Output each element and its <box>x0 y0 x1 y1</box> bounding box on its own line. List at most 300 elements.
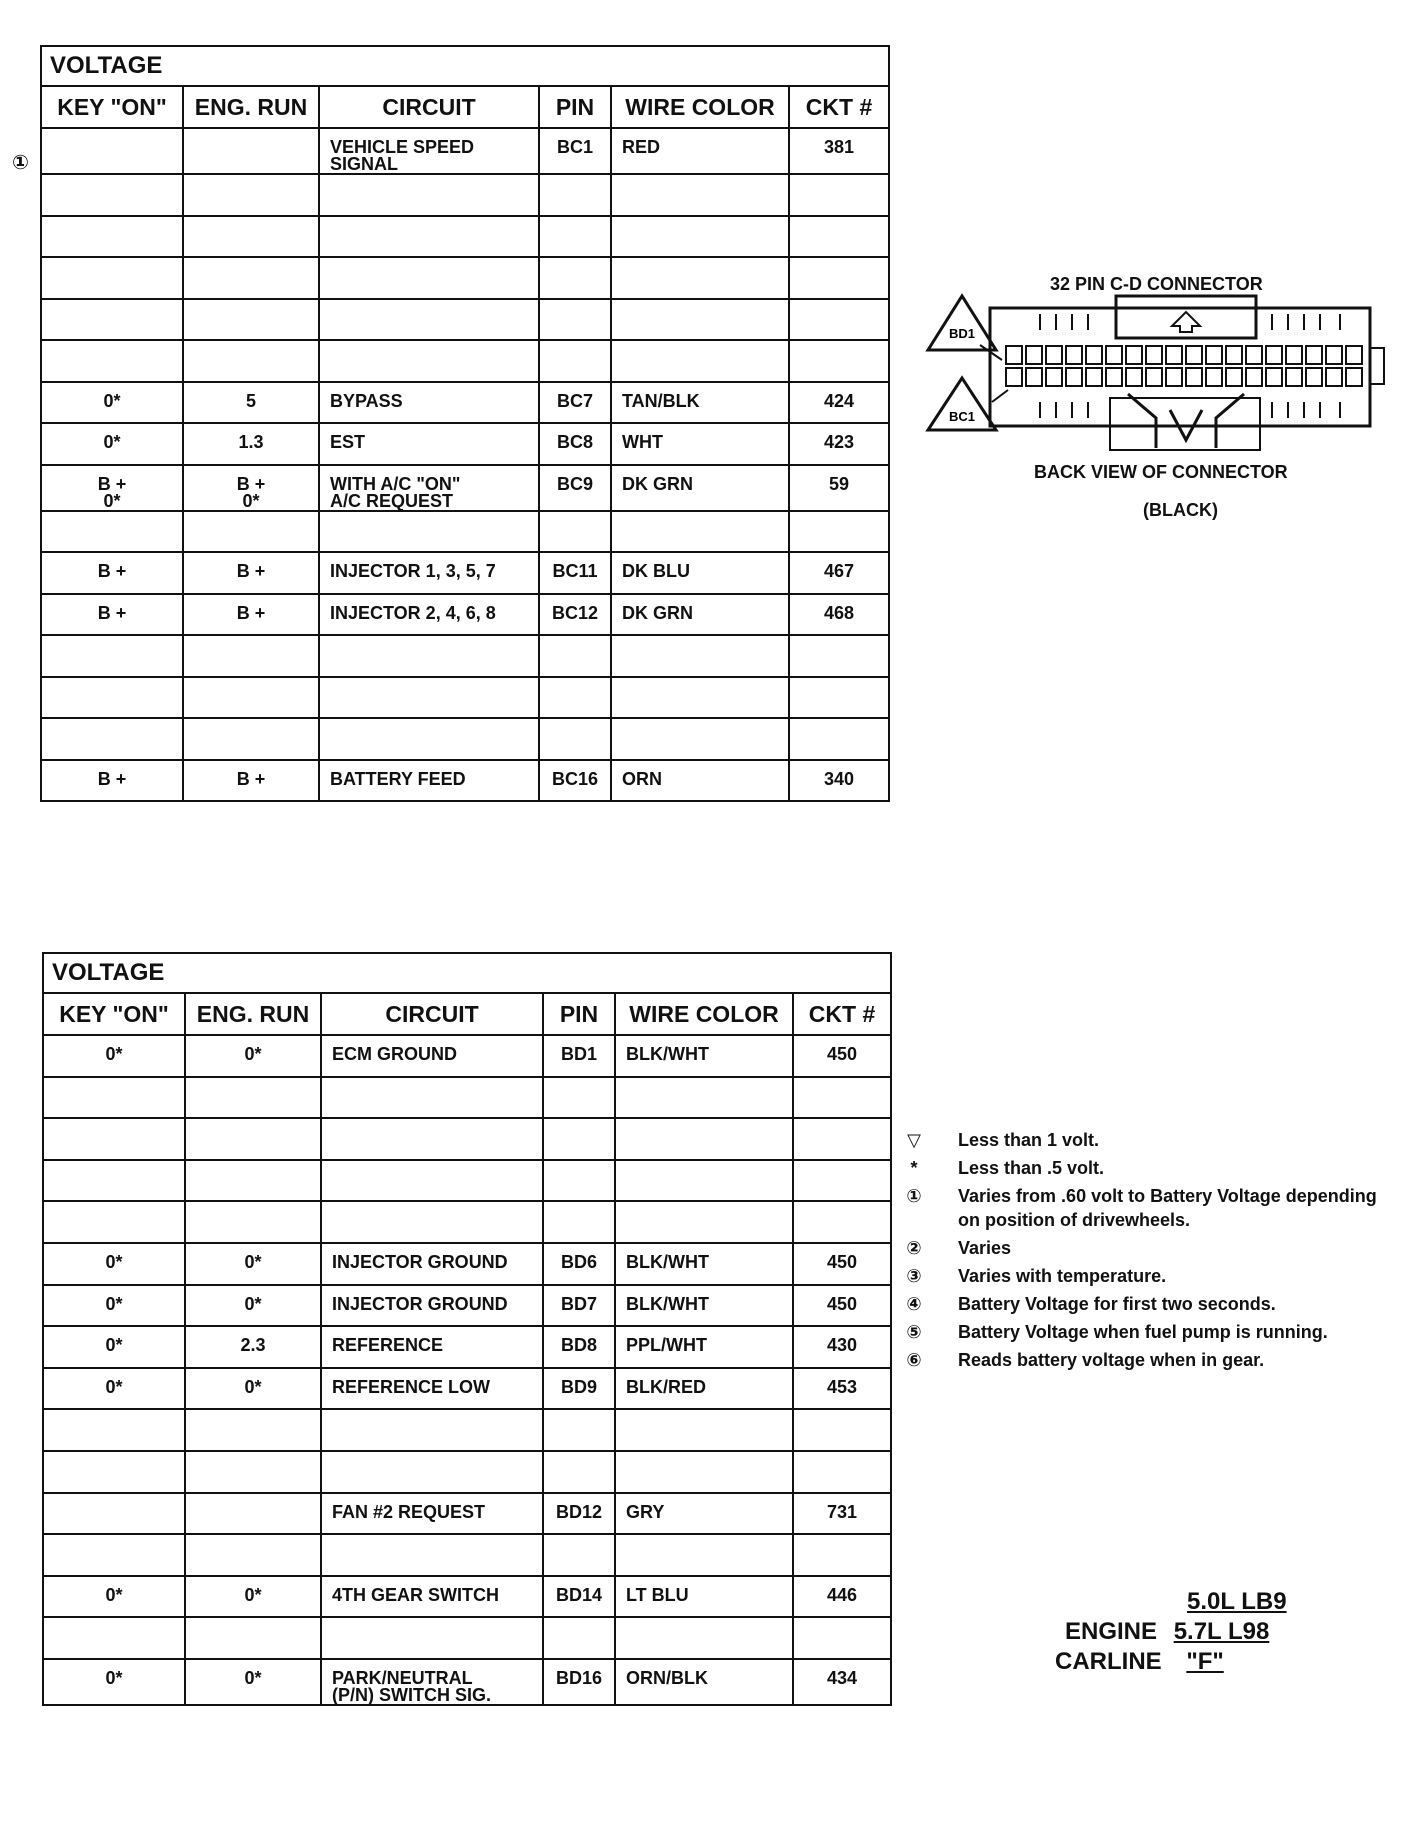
pin-cavity <box>1106 346 1122 364</box>
wire-color-cell: DK GRN <box>611 594 789 636</box>
col-pin: PIN <box>543 993 615 1035</box>
wire-color-cell: BLK/WHT <box>615 1285 793 1327</box>
pin-cavity <box>1146 346 1162 364</box>
table-row <box>41 718 889 760</box>
key-on-cell: B + 0* <box>41 465 183 511</box>
table-row <box>43 1243 891 1285</box>
wire-color-cell: DK GRN <box>611 465 789 511</box>
eng-run-cell: B + <box>183 760 319 802</box>
table-header-row <box>41 86 889 128</box>
pin-cavity <box>1266 346 1282 364</box>
legend-symbol: * <box>910 1158 918 1178</box>
eng-run-cell <box>183 718 319 760</box>
connector-caption: BACK VIEW OF CONNECTOR <box>1034 462 1288 482</box>
ckt-number-cell: 59 <box>789 465 889 511</box>
key-on-cell <box>41 718 183 760</box>
circuit-cell <box>321 1077 543 1119</box>
circuit-cell <box>321 1243 543 1285</box>
wire-color-cell <box>615 1201 793 1243</box>
col-wire-color: WIRE COLOR <box>615 993 793 1035</box>
pin-cell: BC8 <box>539 423 611 465</box>
engine-value-1: 5.0L LB9 <box>1187 1588 1287 1615</box>
table-row <box>43 1534 891 1576</box>
col-key-on: KEY "ON" <box>43 993 185 1035</box>
key-on-cell <box>43 1077 185 1119</box>
pin-cell <box>543 1409 615 1451</box>
pin-cavity <box>1146 368 1162 386</box>
pin-cavity <box>1346 368 1362 386</box>
pin-cavity <box>1326 346 1342 364</box>
ckt-number-cell <box>789 511 889 553</box>
wire-color-cell <box>611 299 789 341</box>
ckt-number-cell: 423 <box>789 423 889 465</box>
wire-color-cell: PPL/WHT <box>615 1326 793 1368</box>
pin-cell: BD14 <box>543 1576 615 1618</box>
table-row <box>43 1326 891 1368</box>
pin-cavity <box>1126 368 1142 386</box>
circuit-cell <box>319 511 539 553</box>
eng-run-cell: 0* <box>185 1243 321 1285</box>
wire-color-cell <box>611 718 789 760</box>
table-row <box>41 465 889 511</box>
pin-cell <box>543 1077 615 1119</box>
key-on-cell <box>41 511 183 553</box>
wire-color-cell: BLK/RED <box>615 1368 793 1410</box>
legend-item <box>900 1348 1380 1372</box>
key-on-cell: 0* <box>43 1326 185 1368</box>
col-pin: PIN <box>539 86 611 128</box>
table-row <box>41 594 889 636</box>
eng-run-cell: B + <box>183 594 319 636</box>
ckt-number-cell <box>789 216 889 258</box>
circuit-cell <box>319 216 539 258</box>
col-eng-run: ENG. RUN <box>183 86 319 128</box>
voltage-table-bc <box>40 45 890 802</box>
pin-cavity <box>1166 346 1182 364</box>
pin-cell <box>543 1617 615 1659</box>
ckt-number-cell: 381 <box>789 128 889 174</box>
wire-color-cell <box>615 1451 793 1493</box>
legend-text: Less than .5 volt. <box>958 1158 1105 1178</box>
pin-cell <box>539 511 611 553</box>
pin-cell: BD1 <box>543 1035 615 1077</box>
eng-run-cell <box>183 128 319 174</box>
pin-cell: BC11 <box>539 552 611 594</box>
pin-cavity <box>1106 368 1122 386</box>
pin-cavity <box>1306 346 1322 364</box>
circuit-line: 4TH GEAR SWITCH <box>332 1584 500 1605</box>
key-on-cell <box>41 677 183 719</box>
bd1-label: BD1 <box>948 326 976 341</box>
eng-run-cell <box>183 340 319 382</box>
legend-text: Varies from .60 volt to Battery Voltage depending on position of drivewheels. <box>958 1186 1377 1230</box>
pin-cell <box>543 1201 615 1243</box>
circuit-line: BYPASS <box>330 390 403 411</box>
eng-run-cell <box>185 1118 321 1160</box>
wire-color-cell <box>615 1160 793 1202</box>
wire-color-cell: BLK/WHT <box>615 1243 793 1285</box>
pin-cavity <box>1186 346 1202 364</box>
table-row <box>41 511 889 553</box>
eng-run-cell: 0* <box>185 1035 321 1077</box>
connector-diagram <box>920 290 1400 490</box>
ckt-number-cell: 453 <box>793 1368 891 1410</box>
circuit-cell <box>319 299 539 341</box>
up-arrow-icon <box>1172 312 1200 332</box>
pin-cavity <box>1226 346 1242 364</box>
ckt-number-cell <box>789 174 889 216</box>
col-ckt-number: CKT # <box>793 993 891 1035</box>
circuit-line: ECM GROUND <box>332 1044 457 1064</box>
pin-cavity <box>1346 346 1362 364</box>
legend-symbol: ⑤ <box>906 1322 922 1342</box>
legend-text: Battery Voltage for first two seconds. <box>958 1294 1276 1314</box>
pin-cavity <box>1166 368 1182 386</box>
circuit-cell <box>319 382 539 424</box>
table-row <box>41 299 889 341</box>
pin-cell <box>543 1534 615 1576</box>
table-row <box>43 1576 891 1618</box>
ckt-number-cell: 731 <box>793 1493 891 1535</box>
eng-run-cell <box>183 174 319 216</box>
pin-cell <box>539 174 611 216</box>
connector-title: 32 PIN C-D CONNECTOR <box>1050 274 1263 294</box>
pin-cavity <box>1066 346 1082 364</box>
pin-cavity <box>1286 346 1302 364</box>
legend-item <box>900 1320 1380 1344</box>
ckt-number-cell: 340 <box>789 760 889 802</box>
eng-run-cell <box>185 1451 321 1493</box>
pin-cell: BD9 <box>543 1368 615 1410</box>
ckt-number-cell <box>793 1077 891 1119</box>
pin-cavity <box>1046 346 1062 364</box>
ckt-number-cell: 424 <box>789 382 889 424</box>
circuit-line: WITH A/C "ON" <box>330 473 461 494</box>
eng-run-cell <box>185 1160 321 1202</box>
ckt-number-cell <box>789 677 889 719</box>
table-row <box>43 1201 891 1243</box>
pin-cavity <box>1066 368 1082 386</box>
circuit-cell <box>321 1534 543 1576</box>
wire-color-cell: TAN/BLK <box>611 382 789 424</box>
pin-cavity <box>1306 368 1322 386</box>
ckt-number-cell <box>793 1118 891 1160</box>
key-on-cell <box>43 1160 185 1202</box>
key-on-cell: 0* <box>43 1576 185 1618</box>
circuit-cell <box>321 1368 543 1410</box>
key-on-cell <box>41 216 183 258</box>
wire-color-cell <box>615 1617 793 1659</box>
ckt-number-cell <box>789 635 889 677</box>
legend-text: Less than 1 volt. <box>958 1130 1100 1150</box>
col-eng-run: ENG. RUN <box>185 993 321 1035</box>
pin-cell <box>539 216 611 258</box>
circuit-cell <box>321 1160 543 1202</box>
key-on-cell: 0* <box>43 1243 185 1285</box>
circuit-cell <box>321 1659 543 1705</box>
table-row <box>43 1035 891 1077</box>
circuit-line: VEHICLE SPEED <box>330 137 475 157</box>
eng-run-cell <box>183 216 319 258</box>
pin-cavity <box>1286 368 1302 386</box>
eng-run-cell <box>183 635 319 677</box>
table-row <box>43 1493 891 1535</box>
table-title: VOLTAGE <box>41 46 889 86</box>
pin-cavity <box>1046 368 1062 386</box>
eng-run-cell: 2.3 <box>185 1326 321 1368</box>
table-header-row <box>43 993 891 1035</box>
pin-cell <box>539 257 611 299</box>
ckt-number-cell <box>793 1534 891 1576</box>
legend-symbol: ② <box>906 1238 922 1258</box>
legend-item <box>900 1128 1380 1152</box>
legend-symbol: ③ <box>906 1266 922 1286</box>
connector-color: (BLACK) <box>1143 500 1218 520</box>
eng-run-cell <box>185 1617 321 1659</box>
col-circuit: CIRCUIT <box>319 86 539 128</box>
table-row <box>41 635 889 677</box>
wire-color-cell <box>611 216 789 258</box>
legend-text: Varies with temperature. <box>958 1266 1167 1286</box>
ckt-number-cell: 434 <box>793 1659 891 1705</box>
circuit-line: REFERENCE <box>332 1335 444 1356</box>
eng-run-cell: 0* <box>185 1659 321 1705</box>
eng-run-cell <box>185 1201 321 1243</box>
pin-cavity <box>1026 346 1042 364</box>
circuit-cell <box>321 1409 543 1451</box>
pin-cell <box>543 1118 615 1160</box>
circuit-cell <box>319 465 539 511</box>
pin-cell: BC9 <box>539 465 611 511</box>
pin-cell <box>539 718 611 760</box>
pin-cavity <box>1126 346 1142 364</box>
key-on-cell <box>43 1451 185 1493</box>
col-wire-color: WIRE COLOR <box>611 86 789 128</box>
pin-cell <box>543 1160 615 1202</box>
eng-run-cell <box>185 1534 321 1576</box>
pin-cell <box>539 677 611 719</box>
ckt-number-cell: 430 <box>793 1326 891 1368</box>
circuit-cell <box>319 340 539 382</box>
ckt-number-cell <box>793 1201 891 1243</box>
eng-run-cell: 5 <box>183 382 319 424</box>
table-title: VOLTAGE <box>43 953 891 993</box>
pin-cavity <box>1266 368 1282 386</box>
col-circuit: CIRCUIT <box>321 993 543 1035</box>
key-on-cell <box>41 257 183 299</box>
pin-cell: BC16 <box>539 760 611 802</box>
ckt-number-cell <box>789 718 889 760</box>
ckt-number-cell: 446 <box>793 1576 891 1618</box>
key-on-cell <box>43 1201 185 1243</box>
circuit-cell <box>319 594 539 636</box>
ckt-number-cell <box>793 1160 891 1202</box>
eng-run-cell <box>183 511 319 553</box>
key-on-cell <box>41 340 183 382</box>
wire-color-cell: RED <box>611 128 789 174</box>
pin-cavity <box>1086 346 1102 364</box>
key-on-cell: 0* <box>43 1285 185 1327</box>
pin-cavity <box>1246 368 1262 386</box>
key-on-cell: 0* <box>41 382 183 424</box>
eng-run-cell <box>183 677 319 719</box>
ckt-number-cell: 450 <box>793 1035 891 1077</box>
carline-value: "F" <box>1186 1648 1224 1675</box>
legend <box>900 1128 1380 1376</box>
legend-symbol: ▽ <box>907 1130 921 1150</box>
table-row <box>41 257 889 299</box>
wire-color-cell: ORN <box>611 760 789 802</box>
table-row <box>43 1659 891 1705</box>
wire-color-cell: BLK/WHT <box>615 1035 793 1077</box>
key-on-cell: B + <box>41 594 183 636</box>
table-row <box>43 1160 891 1202</box>
circuit-cell <box>319 423 539 465</box>
eng-run-cell: 0* <box>185 1576 321 1618</box>
circuit-cell <box>321 1576 543 1618</box>
pin-cell: BD6 <box>543 1243 615 1285</box>
pin-cell <box>539 340 611 382</box>
wire-color-cell <box>611 511 789 553</box>
eng-run-cell: 0* <box>185 1368 321 1410</box>
pin-cell: BD12 <box>543 1493 615 1535</box>
wire-color-cell: GRY <box>615 1493 793 1535</box>
table-row <box>41 216 889 258</box>
table-row <box>43 1451 891 1493</box>
legend-text: Battery Voltage when fuel pump is running. <box>958 1322 1328 1342</box>
circuit-cell <box>319 174 539 216</box>
pin-cell: BD8 <box>543 1326 615 1368</box>
table-row <box>41 552 889 594</box>
pin-cell <box>543 1451 615 1493</box>
wire-color-cell <box>611 340 789 382</box>
eng-run-cell: B + 0* <box>183 465 319 511</box>
ckt-number-cell <box>789 299 889 341</box>
ckt-number-cell <box>789 340 889 382</box>
circuit-line: INJECTOR 2, 4, 6, 8 <box>330 602 496 623</box>
col-key-on: KEY "ON" <box>41 86 183 128</box>
ckt-number-cell: 450 <box>793 1285 891 1327</box>
eng-run-cell: B + <box>183 552 319 594</box>
pin-cell: BC7 <box>539 382 611 424</box>
circuit-line: SIGNAL <box>330 154 399 174</box>
table-row <box>41 340 889 382</box>
table-row <box>43 1368 891 1410</box>
table-row <box>43 1409 891 1451</box>
wire-color-cell: ORN/BLK <box>615 1659 793 1705</box>
legend-item <box>900 1292 1380 1316</box>
key-on-cell: 0* <box>41 423 183 465</box>
key-on-cell <box>43 1409 185 1451</box>
legend-item <box>900 1264 1380 1288</box>
legend-symbol: ⑥ <box>906 1350 922 1370</box>
key-on-cell: B + <box>41 552 183 594</box>
circuit-cell <box>321 1451 543 1493</box>
eng-run-cell <box>183 299 319 341</box>
eng-run-cell <box>185 1493 321 1535</box>
eng-run-cell <box>185 1409 321 1451</box>
table-row <box>43 1285 891 1327</box>
pin-cavity <box>1006 346 1022 364</box>
eng-run-cell: 0* <box>185 1285 321 1327</box>
legend-symbol: ④ <box>906 1294 922 1314</box>
pin-cavity <box>1006 368 1022 386</box>
pin-cell: BD7 <box>543 1285 615 1327</box>
pin-cavity <box>1026 368 1042 386</box>
pin-cavity <box>1246 346 1262 364</box>
table-row <box>43 1077 891 1119</box>
table-row <box>41 677 889 719</box>
ckt-number-cell <box>789 257 889 299</box>
key-on-cell <box>43 1118 185 1160</box>
circuit-cell <box>319 635 539 677</box>
table-row <box>43 1118 891 1160</box>
wire-color-cell: WHT <box>611 423 789 465</box>
table-row <box>41 760 889 802</box>
key-on-cell <box>41 128 183 174</box>
circuit-line: BATTERY FEED <box>330 768 466 789</box>
circuit-line: INJECTOR GROUND <box>332 1293 508 1314</box>
col-ckt-number: CKT # <box>789 86 889 128</box>
ckt-number-cell <box>793 1451 891 1493</box>
pin-cavity <box>1206 346 1222 364</box>
pin-cavity <box>1086 368 1102 386</box>
circuit-line: INJECTOR 1, 3, 5, 7 <box>330 561 496 581</box>
wire-color-cell <box>611 257 789 299</box>
key-on-cell: B + <box>41 760 183 802</box>
footnote-1-marker: ① <box>12 152 29 174</box>
ckt-number-cell: 467 <box>789 552 889 594</box>
circuit-cell <box>319 760 539 802</box>
key-on-cell <box>41 299 183 341</box>
table-row <box>41 423 889 465</box>
voltage-table-bd <box>42 952 892 1706</box>
ckt-number-cell: 468 <box>789 594 889 636</box>
circuit-line: REFERENCE LOW <box>332 1376 491 1397</box>
circuit-line: EST <box>330 432 366 452</box>
bc1-label: BC1 <box>948 409 976 424</box>
ckt-number-cell <box>793 1409 891 1451</box>
key-on-cell <box>41 635 183 677</box>
pin-cell: BC12 <box>539 594 611 636</box>
legend-item <box>900 1184 1380 1232</box>
eng-run-cell: 1.3 <box>183 423 319 465</box>
circuit-cell <box>321 1035 543 1077</box>
wire-color-cell <box>611 635 789 677</box>
wire-color-cell <box>611 677 789 719</box>
pin-cavity <box>1206 368 1222 386</box>
wire-color-cell: LT BLU <box>615 1576 793 1618</box>
circuit-cell <box>319 677 539 719</box>
wire-color-cell <box>615 1118 793 1160</box>
engine-carline-block <box>1055 1588 1287 1678</box>
key-on-cell <box>43 1493 185 1535</box>
circuit-cell <box>319 128 539 174</box>
pin-cell <box>539 635 611 677</box>
circuit-cell <box>321 1285 543 1327</box>
carline-label: CARLINE <box>1055 1648 1162 1675</box>
circuit-line: INJECTOR GROUND <box>332 1251 508 1272</box>
key-on-cell <box>43 1617 185 1659</box>
wire-color-cell <box>615 1409 793 1451</box>
circuit-cell <box>321 1201 543 1243</box>
pin-cavity <box>1226 368 1242 386</box>
engine-value-2: 5.7L L98 <box>1173 1618 1270 1645</box>
key-on-cell <box>41 174 183 216</box>
legend-text: Varies <box>958 1238 1012 1258</box>
circuit-cell <box>321 1493 543 1535</box>
pin-cell: BC1 <box>539 128 611 174</box>
